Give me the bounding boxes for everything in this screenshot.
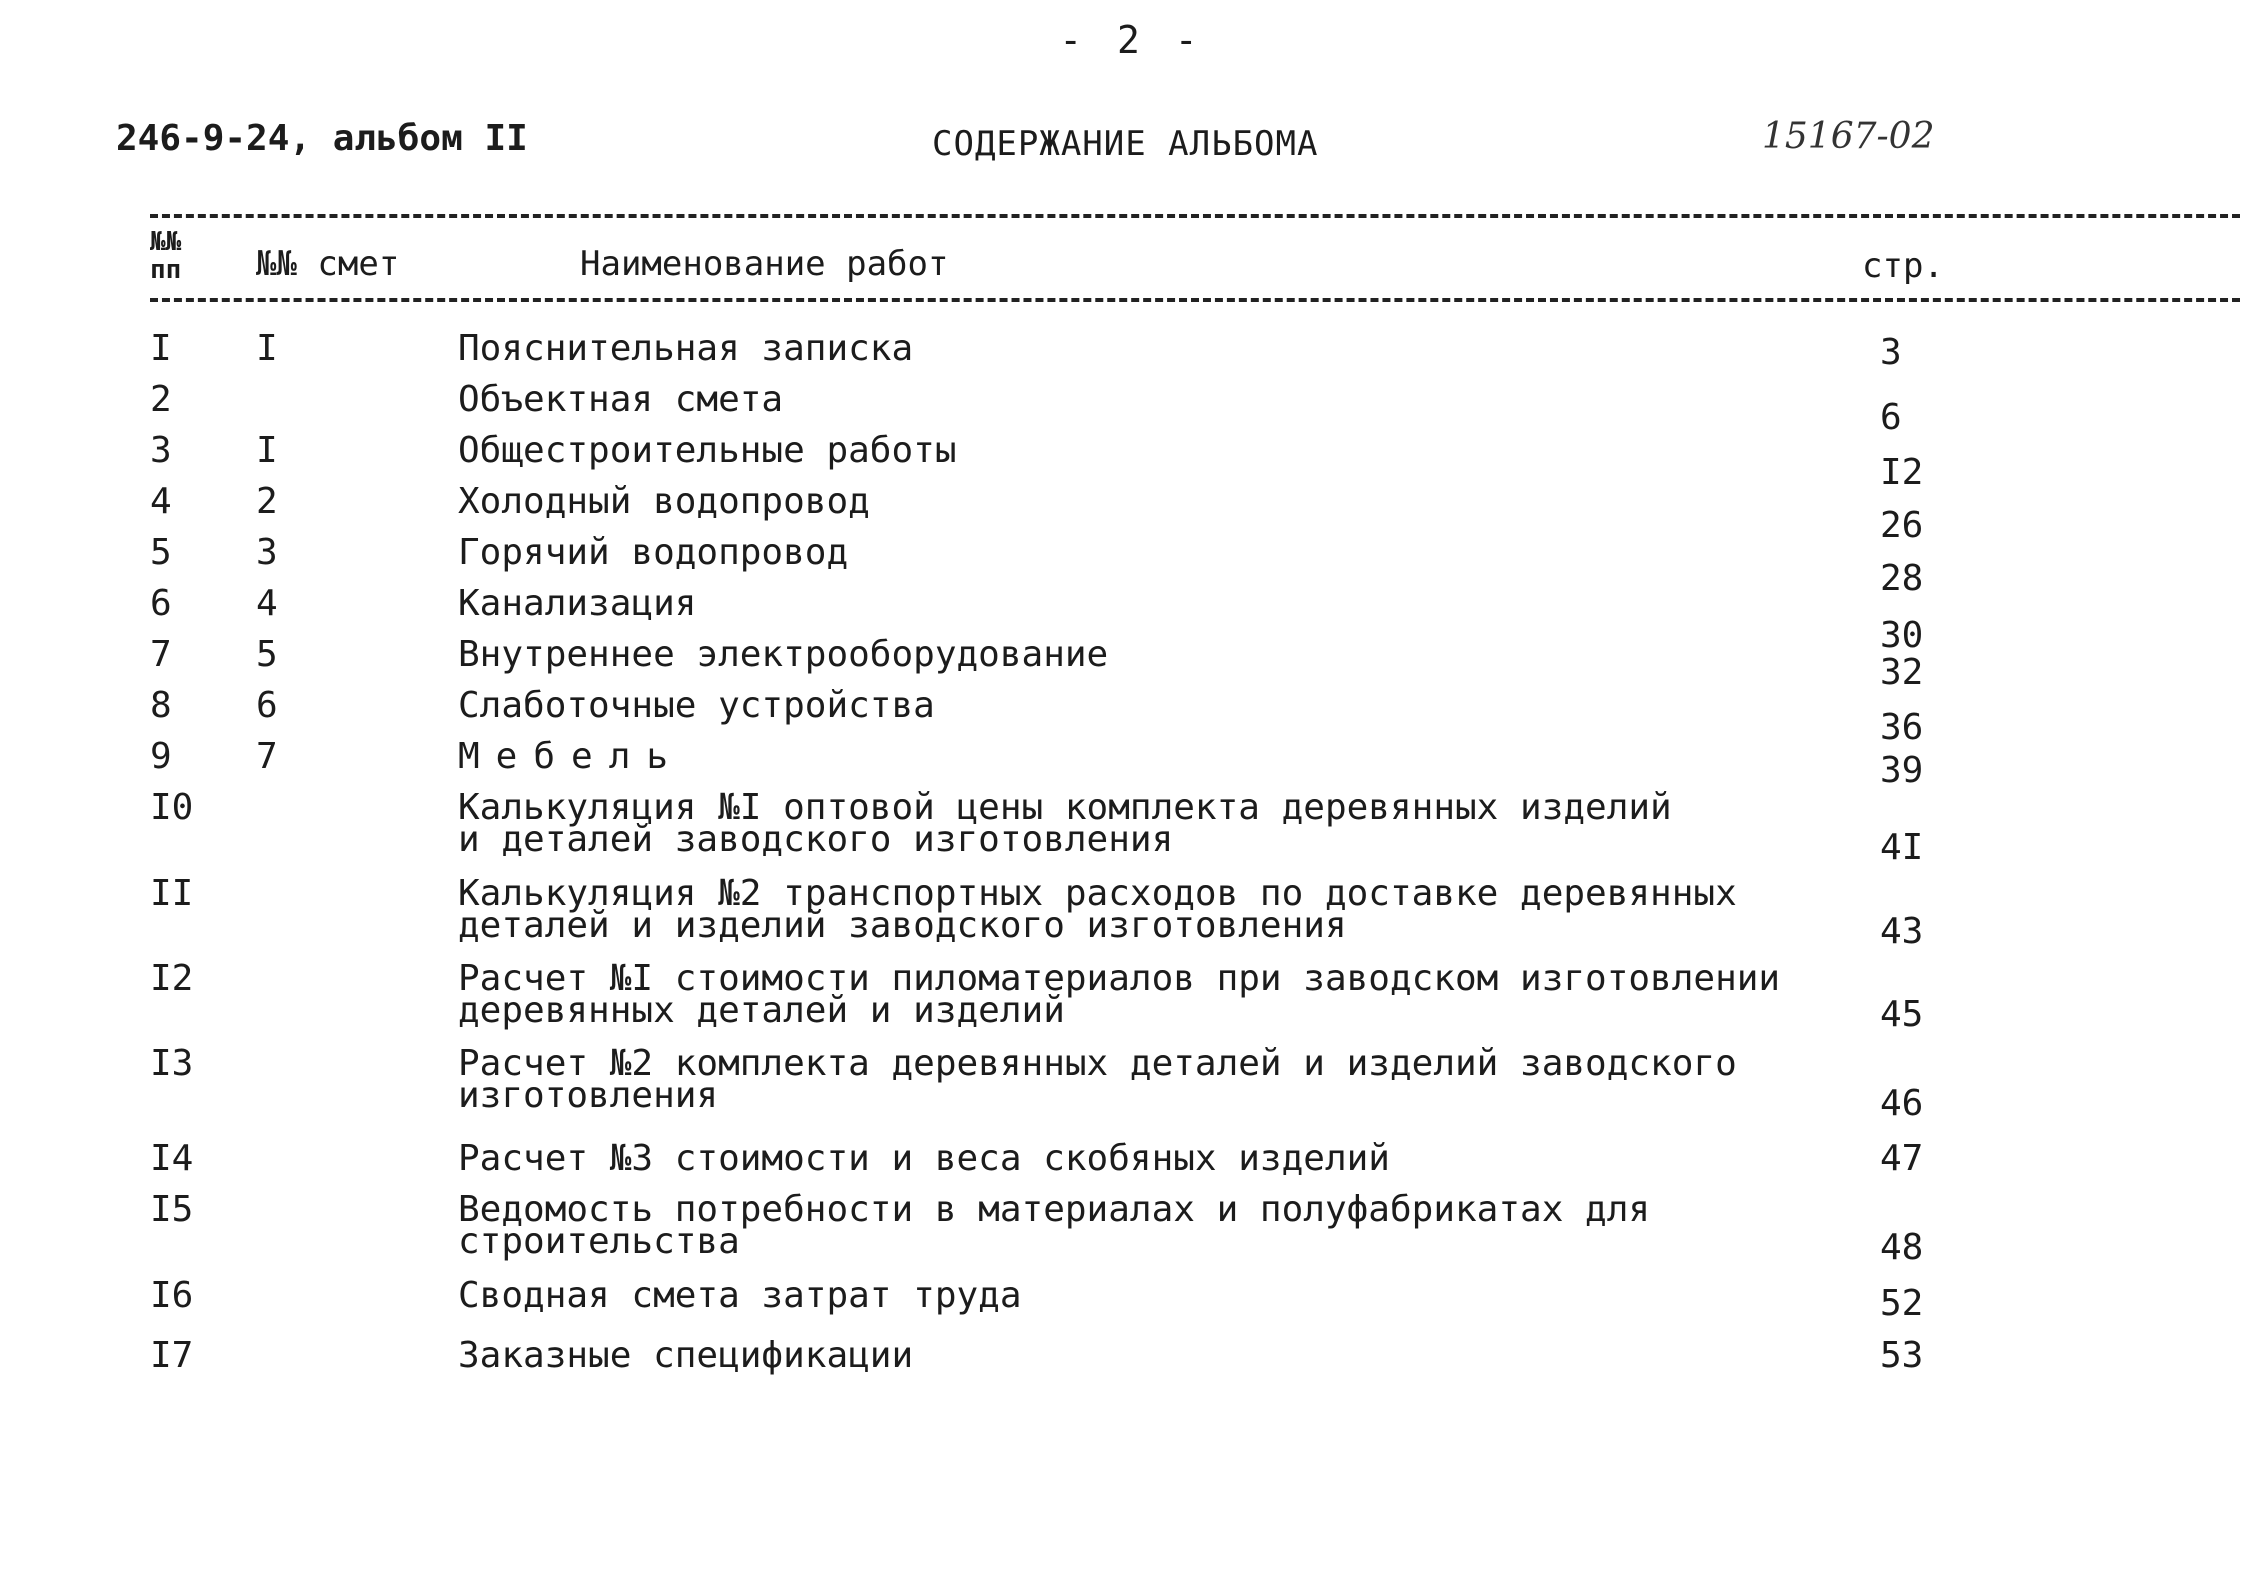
page-ref: 43 <box>1880 911 1924 952</box>
work-name: Расчет №I стоимости пиломатериалов при заводском изготовлении <box>458 958 1781 999</box>
work-name: Сводная смета затрат труда <box>458 1275 1022 1316</box>
work-name: Заказные спецификации <box>458 1335 914 1376</box>
page-ref: 52 <box>1880 1283 1924 1324</box>
row-number: 8 <box>150 685 172 726</box>
column-header-page: стр. <box>1862 246 1944 286</box>
estimate-number: I <box>256 430 278 471</box>
estimate-number: 2 <box>256 481 278 522</box>
row-number: I <box>150 328 172 369</box>
page-ref: I2 <box>1880 452 1924 493</box>
row-number: I3 <box>150 1043 194 1084</box>
row-number: II <box>150 873 194 914</box>
work-name: Калькуляция №2 транспортных расходов по доставке деревянных <box>458 873 1737 914</box>
estimate-number: 3 <box>256 532 278 573</box>
work-name: Ведомость потребности в материалах и полуфабрикатах для <box>458 1189 1651 1230</box>
work-name-line-2: и деталей заводского изготовления <box>458 819 1174 860</box>
work-name-line-2: строительства <box>458 1221 740 1262</box>
work-name: Расчет №3 стоимости и веса скобяных изделий <box>458 1138 1390 1179</box>
column-header-estimate: №№ смет <box>256 244 400 284</box>
work-name: Расчет №2 комплекта деревянных деталей и изделий заводского <box>458 1043 1737 1084</box>
estimate-number: 4 <box>256 583 278 624</box>
page-ref: 46 <box>1880 1083 1924 1124</box>
page-ref: 48 <box>1880 1227 1924 1268</box>
work-name: Калькуляция №I оптовой цены комплекта деревянных изделий <box>458 787 1672 828</box>
row-number: I5 <box>150 1189 194 1230</box>
page-ref: 53 <box>1880 1335 1924 1376</box>
row-number: I2 <box>150 958 194 999</box>
work-name: Пояснительная записка <box>458 328 914 369</box>
work-name: Холодный водопровод <box>458 481 870 522</box>
work-name: Объектная смета <box>458 379 784 420</box>
document-title: СОДЕРЖАНИЕ АЛЬБОМА <box>932 124 1319 164</box>
page-ref: 28 <box>1880 558 1924 599</box>
row-number: 5 <box>150 532 172 573</box>
page-ref: 39 <box>1880 750 1924 791</box>
row-number: I7 <box>150 1335 194 1376</box>
work-name: Слаботочные устройства <box>458 685 935 726</box>
page-ref: 4I <box>1880 827 1924 868</box>
row-number: 9 <box>150 736 172 777</box>
work-name: Канализация <box>458 583 697 624</box>
row-number: 6 <box>150 583 172 624</box>
page-ref: 30 <box>1880 615 1924 656</box>
estimate-number: 6 <box>256 685 278 726</box>
document-code: 246-9-24, альбом II <box>116 118 528 159</box>
column-header-number: №№ пп <box>150 227 182 285</box>
row-number: 4 <box>150 481 172 522</box>
row-number: I4 <box>150 1138 194 1179</box>
estimate-number: 5 <box>256 634 278 675</box>
work-name: Горячий водопровод <box>458 532 849 573</box>
page-ref: 26 <box>1880 505 1924 546</box>
page-ref: 3 <box>1880 332 1902 373</box>
work-name-line-2: деревянных деталей и изделий <box>458 990 1065 1031</box>
row-number: 2 <box>150 379 172 420</box>
work-name: Мебель <box>458 736 685 777</box>
inventory-number: 15167-02 <box>1762 116 1935 157</box>
work-name: Общестроительные работы <box>458 430 957 471</box>
page-ref: 47 <box>1880 1138 1924 1179</box>
header-bottom-rule <box>150 298 2240 302</box>
row-number: 7 <box>150 634 172 675</box>
page-ref: 36 <box>1880 707 1924 748</box>
header-top-rule <box>150 214 2240 218</box>
page-ref: 32 <box>1880 652 1924 693</box>
estimate-number: 7 <box>256 736 278 777</box>
page-ref: 45 <box>1880 994 1924 1035</box>
page-ref: 6 <box>1880 397 1902 438</box>
column-header-name: Наименование работ <box>580 244 949 284</box>
row-number: I0 <box>150 787 194 828</box>
work-name: Внутреннее электрооборудование <box>458 634 1109 675</box>
estimate-number: I <box>256 328 278 369</box>
work-name-line-2: изготовления <box>458 1075 719 1116</box>
page-number: - 2 - <box>1059 18 1204 62</box>
work-name-line-2: деталей и изделий заводского изготовления <box>458 905 1347 946</box>
row-number: I6 <box>150 1275 194 1316</box>
row-number: 3 <box>150 430 172 471</box>
